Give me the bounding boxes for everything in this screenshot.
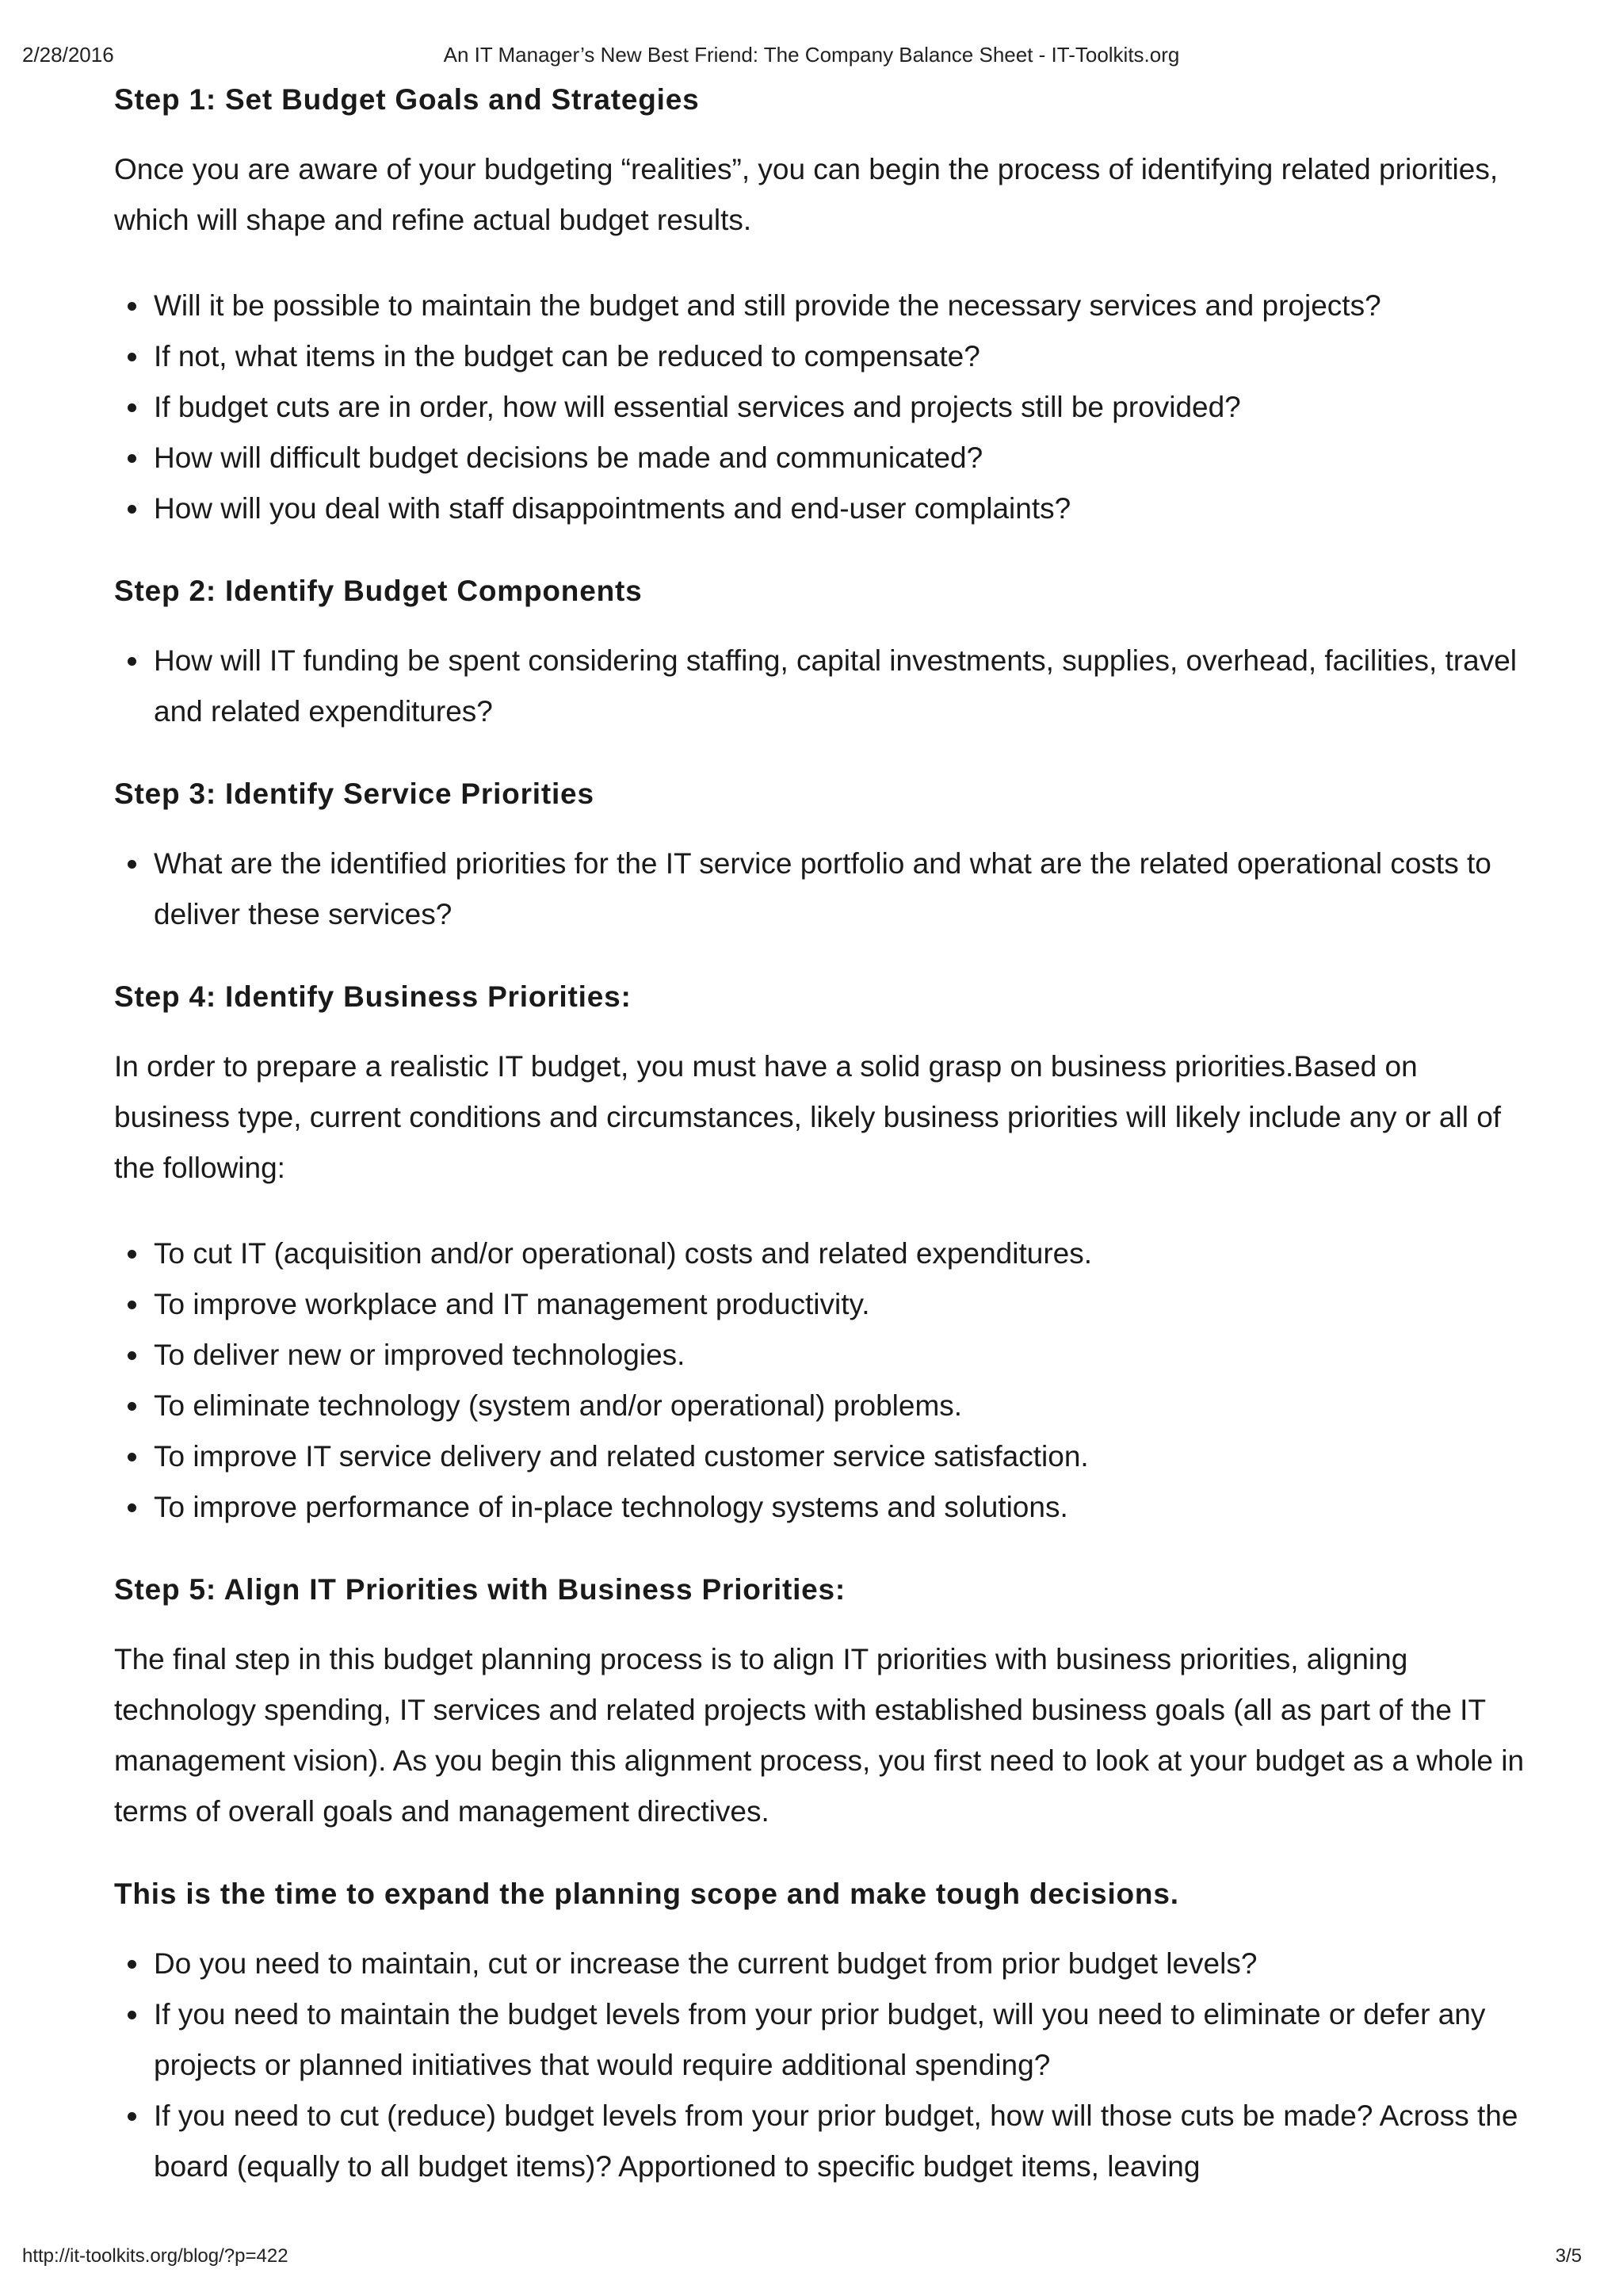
step4-list <box>114 1228 1533 1533</box>
list-item: To improve workplace and IT management productivity. <box>154 1279 1533 1330</box>
list-item: To deliver new or improved technologies. <box>154 1330 1533 1381</box>
list-item: How will difficult budget decisions be made and communicated? <box>154 433 1533 483</box>
list-item: To improve performance of in-place technology systems and solutions. <box>154 1482 1533 1533</box>
step5-list <box>114 1939 1533 2192</box>
source-url: http://it-toolkits.org/blog/?p=422 <box>22 2245 288 2267</box>
list-item: If you need to maintain the budget levels from your prior budget, will you need to eliminate or defer any projects or planned initiatives that would require additional spending? <box>154 1989 1533 2091</box>
list-item: Do you need to maintain, cut or increase the current budget from prior budget levels? <box>154 1939 1533 1989</box>
article-body <box>114 78 1533 2192</box>
step1-list <box>114 281 1533 534</box>
list-item: To eliminate technology (system and/or operational) problems. <box>154 1381 1533 1431</box>
list-item: If you need to cut (reduce) budget levels from your prior budget, how will those cuts be made? Across the board (equally to all budget items)? Apportioned to specific budget items, leaving <box>154 2091 1533 2192</box>
list-item: If not, what items in the budget can be reduced to compensate? <box>154 331 1533 382</box>
step1-heading: Step 1: Set Budget Goals and Strategies <box>114 83 700 116</box>
list-item: To cut IT (acquisition and/or operational) costs and related expenditures. <box>154 1228 1533 1279</box>
step5-intro: The final step in this budget planning process is to align IT priorities with business priorities, aligning technology spending, IT services and related projects with established business goals (all as part of the IT management vision). As you begin this alignment process, you first need to look at your budget as a whole in terms of overall goals and management directives. <box>114 1643 1525 1828</box>
page-header <box>0 43 1623 71</box>
list-item: Will it be possible to maintain the budget and still provide the necessary services and projects? <box>154 281 1533 331</box>
step5-subheading: This is the time to expand the planning scope and make tough decisions. <box>114 1878 1179 1910</box>
step1-intro: Once you are aware of your budgeting “realities”, you can begin the process of identifying related priorities, which will shape and refine actual budget results. <box>114 153 1499 236</box>
list-item: To improve IT service delivery and related customer service satisfaction. <box>154 1431 1533 1482</box>
step4-intro: In order to prepare a realistic IT budget, you must have a solid grasp on business priorities.Based on business type, current conditions and circumstances, likely business priorities will likely include any or all of the following: <box>114 1050 1502 1184</box>
page-footer <box>0 2245 1623 2274</box>
print-title: An IT Manager’s New Best Friend: The Company Balance Sheet - IT-Toolkits.org <box>443 43 1180 67</box>
page-number: 3/5 <box>1555 2245 1582 2267</box>
step2-list <box>114 636 1533 737</box>
step2-heading: Step 2: Identify Budget Components <box>114 575 643 607</box>
list-item: How will you deal with staff disappointments and end-user complaints? <box>154 483 1533 534</box>
list-item: What are the identified priorities for the IT service portfolio and what are the related operational costs to deliver these services? <box>154 839 1533 940</box>
step3-list <box>114 839 1533 940</box>
list-item: If budget cuts are in order, how will essential services and projects still be provided? <box>154 382 1533 433</box>
step5-heading: Step 5: Align IT Priorities with Business Priorities: <box>114 1573 846 1606</box>
step3-heading: Step 3: Identify Service Priorities <box>114 777 594 810</box>
list-item: How will IT funding be spent considering staffing, capital investments, supplies, overhead, facilities, travel and related expenditures? <box>154 636 1533 737</box>
step4-heading: Step 4: Identify Business Priorities: <box>114 980 632 1013</box>
print-date: 2/28/2016 <box>22 43 114 67</box>
